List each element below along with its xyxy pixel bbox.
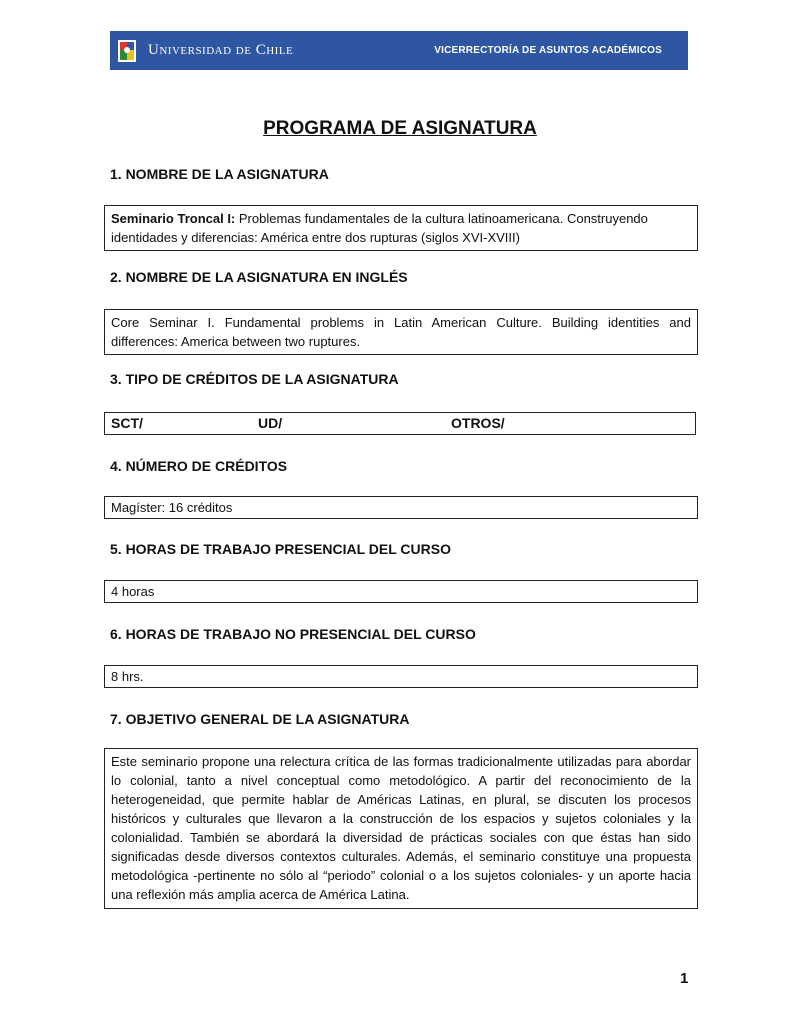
section-5-box	[104, 580, 698, 603]
section-7-text: Este seminario propone una relectura crítica de las formas tradicionalmente utilizadas para abordar lo colonial, tanto a nivel conceptual como metodológico. A partir del reconocimiento de la heterogeneidad, que permite hablar de Américas Latinas, en plural, se discuten los procesos históricos y culturales que llevaron a la construcción de los espacios y sujetos coloniales y la colonialidad. También se abordará la diversidad de prácticas sociales con que éstas han sido significadas desde diversos contextos culturales. Además, el seminario constituye una propuesta metodológica -pertinente no sólo al “periodo” colonial o a los sujetos coloniales- y un aporte hacia una reflexión más amplia acerca de América Latina.	[111, 754, 691, 902]
section-2-heading: 2. NOMBRE DE LA ASIGNATURA EN INGLÉS	[110, 269, 408, 285]
section-6-text: 8 hrs.	[111, 669, 144, 684]
section-2-text: Core Seminar I. Fundamental problems in Latin American Culture. Building identities and differences: America between two ruptures.	[111, 315, 691, 349]
section-1-box	[104, 205, 698, 251]
section-6-box	[104, 665, 698, 688]
page-number: 1	[680, 970, 689, 987]
ud-label: UD/	[258, 415, 283, 431]
section-3-heading: 3. TIPO DE CRÉDITOS DE LA ASIGNATURA	[110, 371, 399, 387]
section-1-bold: Seminario Troncal I:	[111, 211, 236, 226]
page-title: PROGRAMA DE ASIGNATURA	[263, 118, 537, 139]
section-4-heading: 4. NÚMERO DE CRÉDITOS	[110, 458, 288, 474]
section-6-heading: 6. HORAS DE TRABAJO NO PRESENCIAL DEL CURSO	[110, 626, 476, 642]
section-7-heading: 7. OBJETIVO GENERAL DE LA ASIGNATURA	[110, 711, 410, 727]
vicerrectoria-label: VICERRECTORÍA DE ASUNTOS ACADÉMICOS	[434, 45, 662, 56]
section-2-box	[104, 309, 698, 355]
sct-label: SCT/	[111, 415, 143, 431]
section-5-text: 4 horas	[111, 584, 155, 599]
section-1-text: Problemas fundamentales de la cultura latinoamericana. Construyendo identidades y diferencias: América entre dos rupturas (siglos XVI-XVIII)	[111, 211, 648, 245]
section-5-heading: 5. HORAS DE TRABAJO PRESENCIAL DEL CURSO	[110, 541, 451, 557]
section-1-heading: 1. NOMBRE DE LA ASIGNATURA	[110, 166, 329, 182]
section-7-box	[104, 748, 698, 909]
credits-type-row	[104, 412, 696, 435]
otros-label: OTROS/	[451, 415, 505, 431]
header-banner	[110, 31, 688, 70]
section-4-box	[104, 496, 698, 519]
university-name: Universidad de Chile	[148, 42, 294, 58]
section-4-text: Magíster: 16 créditos	[111, 500, 233, 515]
university-seal-icon	[116, 38, 138, 64]
